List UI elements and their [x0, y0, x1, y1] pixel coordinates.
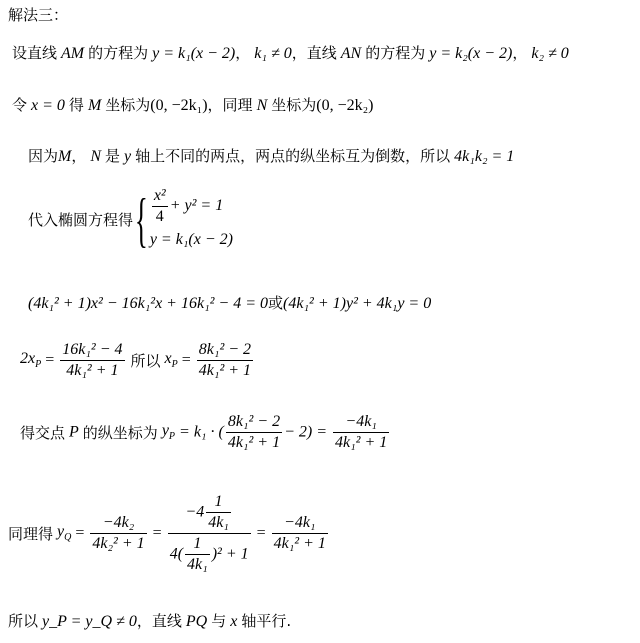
- equation-system: $\frac{\text{x²}}{4}$ + y² = 1 y = k₁(x − 2): [149, 187, 233, 248]
- left-brace: {: [134, 186, 148, 253]
- line-7: 得交点 P 的纵坐标为 $y_P = k_1$ · ( $\frac{\text{8k₁² − 2}}{\text{4k₁² + 1}}$ − 2) = $\frac{\text{−4k₁}}{\text{4k₁² + 1}}$: [20, 413, 388, 451]
- line-1: 设直线 AM 的方程为 y = k₁(x − 2)， k₁ ≠ 0，直线 AN 的方程为 y = k₂(x − 2)， k₂ ≠ 0: [12, 44, 569, 62]
- line-4-system: 代入椭圆方程得{ $\frac{\text{x²}}{4}$ + y² = 1 y = k₁(x − 2): [28, 186, 233, 253]
- line-9: 所以 y_P = y_Q ≠ 0，直线 PQ 与 x 轴平行.: [8, 612, 292, 630]
- line-6: $2x_P$ = $\frac{\text{16k₁² − 4}}{\text{4k₁² + 1}}$ 所以 $x_P$ = $\frac{\text{8k₁² − 2}}{\text{4k₁² + 1}}$: [20, 341, 252, 379]
- line-5: (4k₁² + 1)x² − 16k₁²x + 16k₁² − 4 = 0或(4k₁² + 1)y² + 4k₁y = 0: [28, 294, 432, 312]
- heading: 解法三：: [8, 6, 69, 24]
- line-3: 因为M， N 是 y 轴上不同的两点，两点的纵坐标互为倒数，所以 4k₁k₂ = 1: [28, 147, 515, 165]
- line-2: 令 x = 0 得 M 坐标为(0, −2k₁)，同理 N 坐标为(0, −2k₂): [12, 96, 374, 114]
- line-8: 同理得 $y_Q$ = $\frac{\text{−4k₂}}{\text{4k₂² + 1}}$ = −4 $\frac{1}{\text{4k₁}}$ 4( $\frac{1}{\text{4k₁}}$ )² + 1 = $\frac{\text{−4k₁}}{\text{4k₁² + 1}}$: [8, 493, 326, 573]
- nested-fraction: −4 $\frac{1}{\text{4k₁}}$ 4( $\frac{1}{\text{4k₁}}$ )² + 1: [169, 493, 249, 573]
